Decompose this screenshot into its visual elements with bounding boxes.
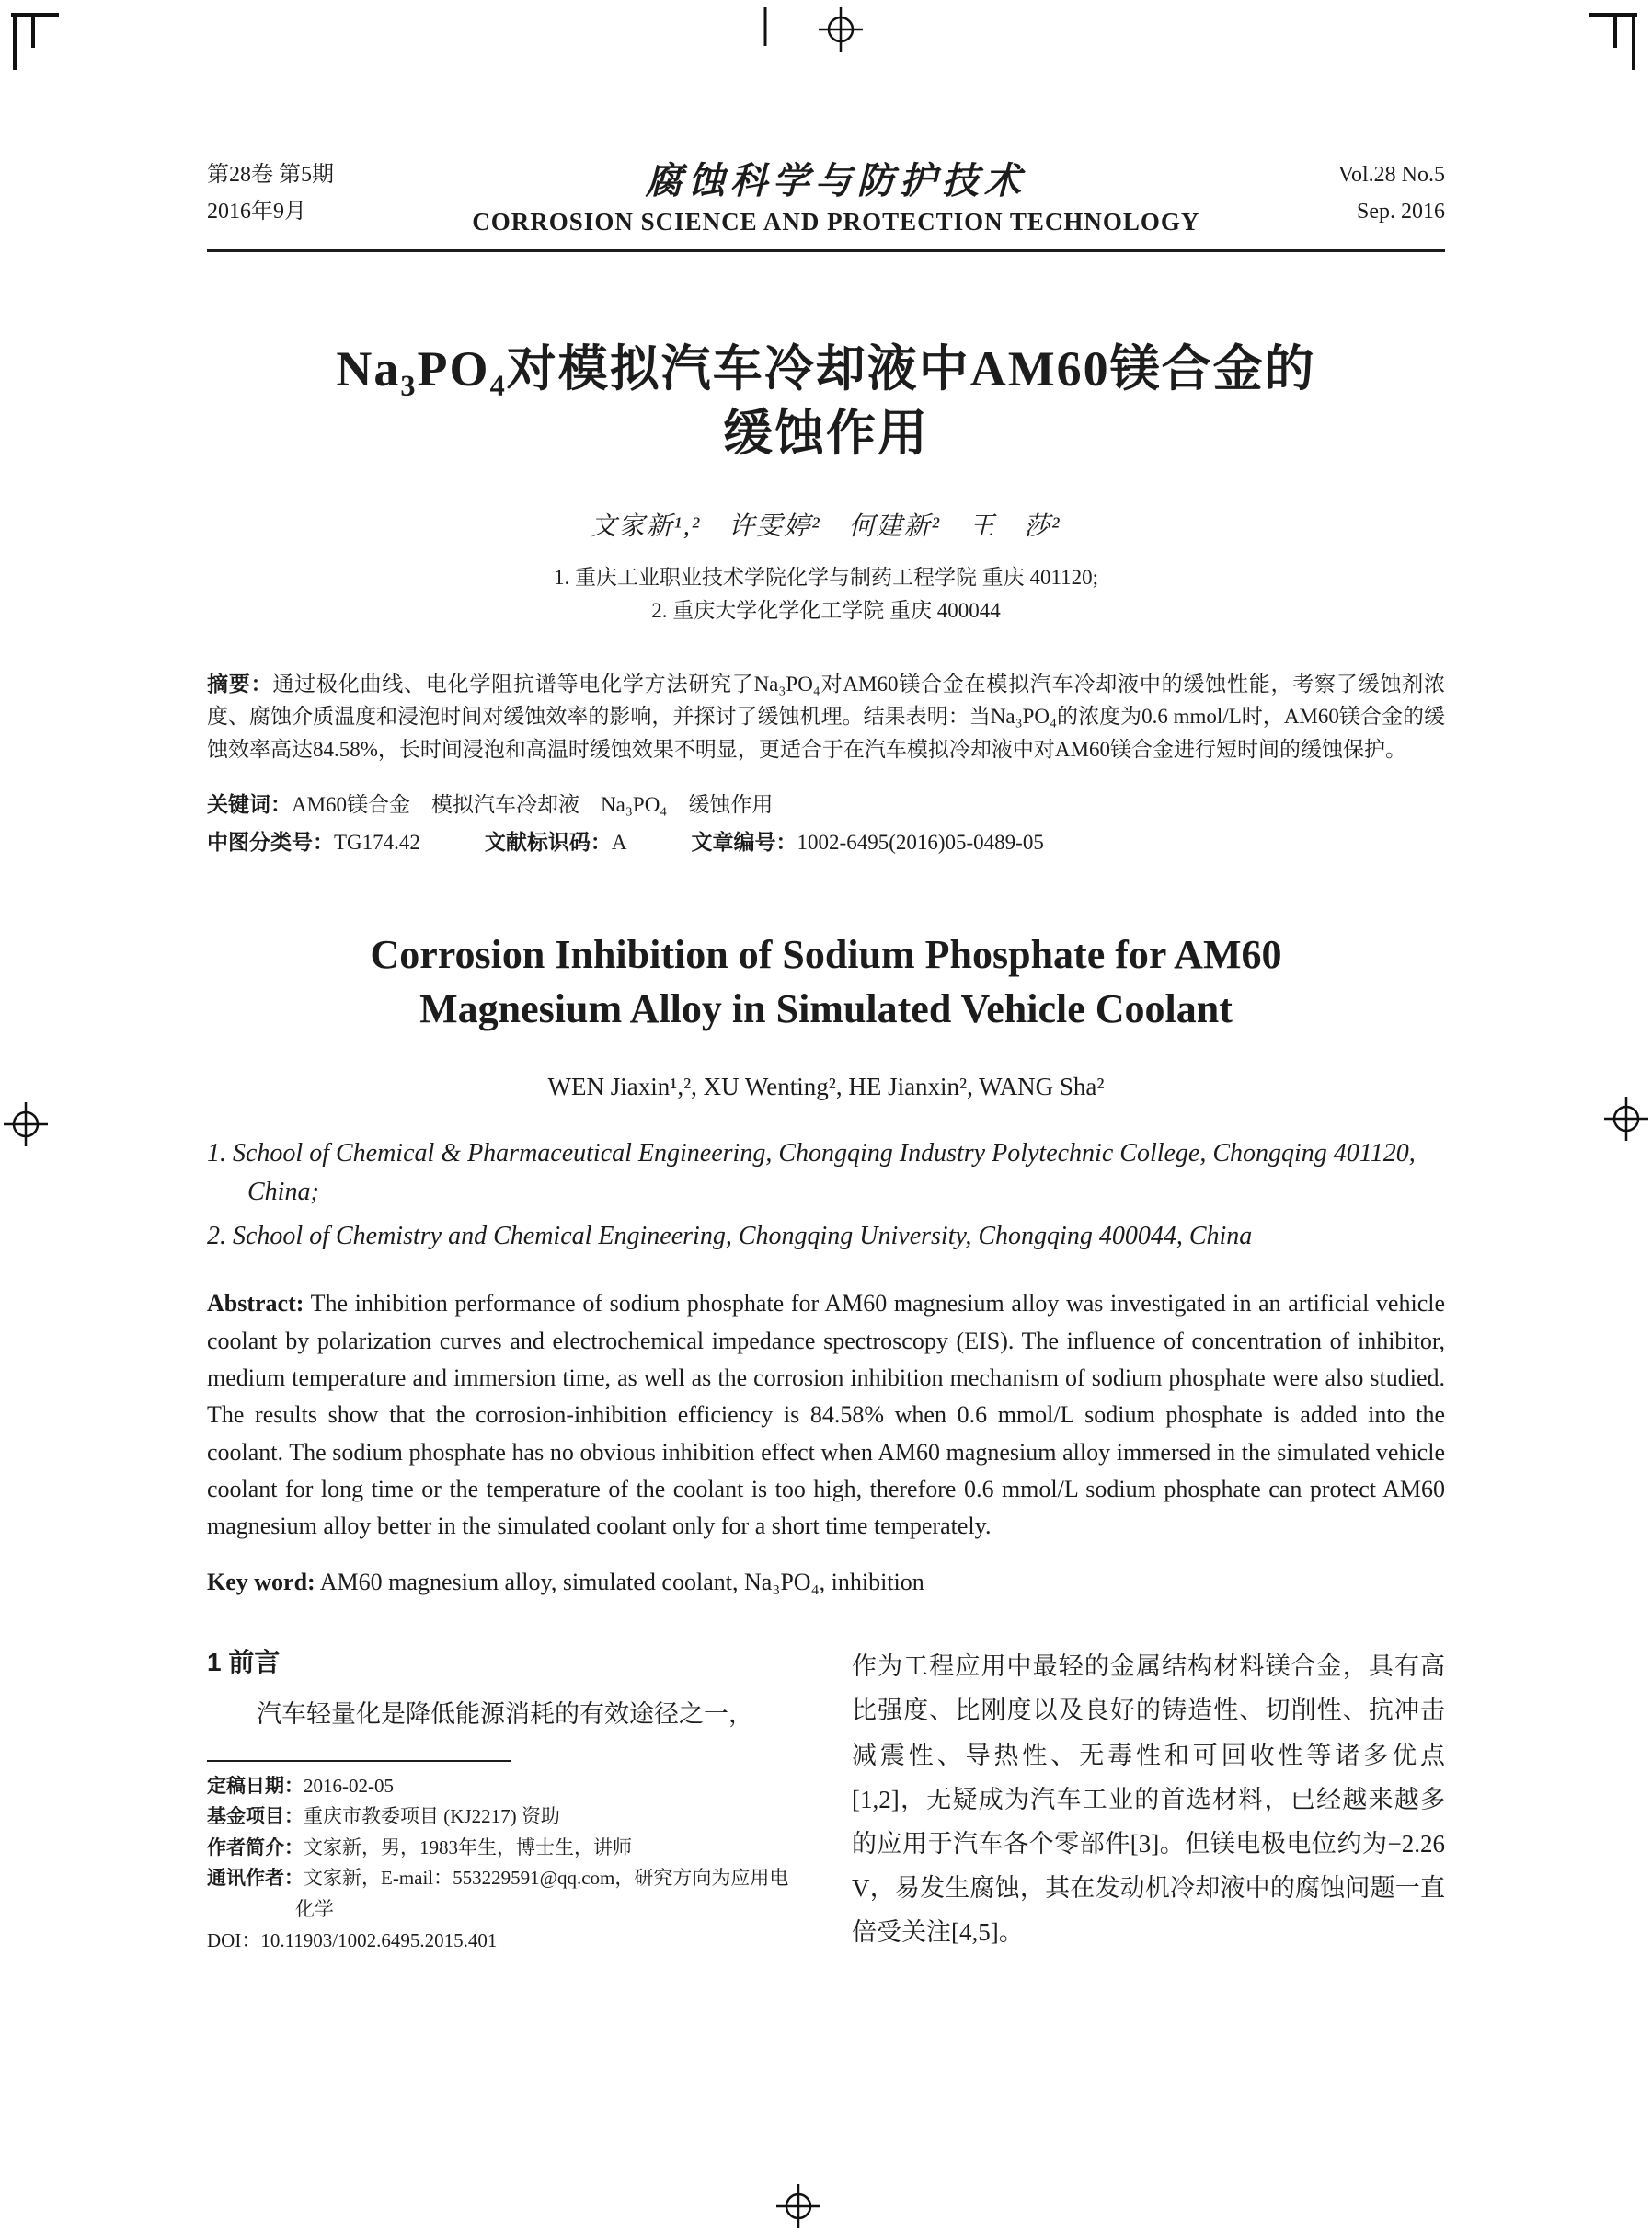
crop-mark-top-left-v2 xyxy=(31,13,35,48)
article-title-cn-line2: 缓蚀作用 xyxy=(723,406,929,462)
section-1-heading: 1 前言 xyxy=(207,1648,281,1677)
journal-issue-cn xyxy=(207,157,334,230)
clc-value: TG174.42 xyxy=(334,830,420,854)
abstract-en-text: The inhibition performance of sodium phosphate for AM60 magnesium alloy was investigated in an artificial vehicle coolant by polarization curves and electrochemical impedance spectroscopy (EIS). The influence of concentration of inhibitor, medium temperature and immersion time, as well as the corrosion inhibition mechanism of sodium phosphate were also studied. The results show that the corrosion-inhibition efficiency is 84.58% when 0.6 mmol/L sodium phosphate is added into the coolant. The sodium phosphate has no obvious inhibition effect when AM60 magnesium alloy immersed in the simulated vehicle coolant for long time or the temperature of the coolant is too high, therefore 0.6 mmol/L sodium phosphate can protect AM60 magnesium alloy better in the simulated coolant only for a short time temperately. xyxy=(207,1290,1445,1540)
footnote-label: 基金项目： xyxy=(207,1806,304,1828)
journal-issue-en xyxy=(1338,157,1445,230)
footnote-label: 定稿日期： xyxy=(207,1775,304,1797)
document-code-value: A xyxy=(611,830,627,854)
keywords-cn xyxy=(207,788,1445,818)
footnote-received-date xyxy=(207,1771,800,1802)
footnote-block xyxy=(207,1760,800,1957)
footnote-text: 重庆市教委项目 (KJ2217) 资助 xyxy=(304,1805,560,1828)
volume-issue-cn: 第28卷 第5期 xyxy=(207,163,334,188)
journal-name-block xyxy=(334,152,1338,236)
article-title-en xyxy=(207,927,1445,1037)
body-columns xyxy=(207,1644,1445,1956)
footnote-label: 通讯作者： xyxy=(207,1868,304,1890)
affiliation-en-1: 1. School of Chemical & Pharmaceutical Engineering, Chongqing Industry Polytechnic College, Chongqing 401120, China; xyxy=(207,1139,1416,1207)
crop-mark-top-left-v1 xyxy=(13,13,17,70)
affiliations-en xyxy=(207,1134,1445,1256)
abstract-en xyxy=(207,1285,1445,1545)
authors-cn: 文家新¹,² 许雯婷² 何建新² 王 莎² xyxy=(591,512,1061,542)
registration-mark-top-center xyxy=(747,6,885,58)
journal-name-en: CORROSION SCIENCE AND PROTECTION TECHNOLOGY xyxy=(472,208,1200,236)
article-id xyxy=(692,825,1044,856)
crop-mark-top-right-v2 xyxy=(1613,13,1617,48)
keyword-en xyxy=(207,1569,1445,1596)
date-en: Sep. 2016 xyxy=(1357,200,1445,224)
article-title-en-line2: Magnesium Alloy in Simulated Vehicle Coolant xyxy=(419,985,1233,1031)
intro-paragraph-continued: 作为工程应用中最轻的金属结构材料镁合金，具有高比强度、比刚度以及良好的铸造性、切削性、抗冲击减震性、导热性、无毒性和可回收性等诸多优点[1,2]，无疑成为汽车工业的首选材料，已经越来越多的应用于汽车各个零部件[3]。但镁电极电位约为−2.26 V，易发生腐蚀，其在发动机冷却液中的腐蚀问题一直倍受关注[4,5]。 xyxy=(852,1652,1445,1946)
crop-mark-top-left-h xyxy=(11,13,59,17)
intro-paragraph: 汽车轻量化是降低能源消耗的有效途径之一， xyxy=(257,1699,753,1728)
journal-name-cn: 腐蚀科学与防护技术 xyxy=(645,160,1027,201)
footnote-doi xyxy=(207,1926,800,1957)
keyword-en-label: Key word: xyxy=(207,1569,315,1596)
classification-row xyxy=(207,825,1445,856)
journal-header xyxy=(207,152,1445,236)
affiliation-cn-1: 1. 重庆工业职业技术学院化学与制药工程学院 重庆 401120; xyxy=(553,566,1099,590)
keyword-en-text: AM60 magnesium alloy, simulated coolant, Na₃PO₄, inhibition xyxy=(319,1569,924,1596)
abstract-en-label: Abstract: xyxy=(207,1290,304,1317)
footnote-text: 文家新，E-mail：553229591@qq.com，研究方向为应用电化学 xyxy=(295,1867,789,1921)
header-rule xyxy=(207,249,1445,252)
affiliation-en-2: 2. School of Chemistry and Chemical Engineering, Chongqing University, Chongqing 400044, China xyxy=(207,1222,1253,1251)
affiliations-cn xyxy=(207,561,1445,627)
keywords-cn-label: 关键词： xyxy=(207,791,292,816)
authors-en: WEN Jiaxin¹,², XU Wenting², HE Jianxin², WANG Sha² xyxy=(547,1073,1105,1101)
doi-text: DOI：10.11903/1002.6495.2015.401 xyxy=(207,1928,498,1951)
affiliation-cn-2: 2. 重庆大学化学化工学院 重庆 400044 xyxy=(651,599,1001,623)
clc-label: 中图分类号： xyxy=(207,829,334,854)
abstract-cn-label: 摘要： xyxy=(207,671,273,696)
document-code xyxy=(485,825,627,856)
abstract-cn xyxy=(207,668,1445,766)
volume-issue-en: Vol.28 No.5 xyxy=(1337,163,1445,188)
registration-mark-bottom-center xyxy=(774,2182,822,2232)
registration-mark-right-middle xyxy=(1602,1095,1650,1147)
document-code-label: 文献标识码： xyxy=(484,829,612,854)
left-column xyxy=(207,1644,800,1956)
registration-mark-left-middle xyxy=(2,1100,50,1153)
article-id-value: 1002-6495(2016)05-0489-05 xyxy=(797,830,1044,854)
footnote-corresponding-author xyxy=(207,1863,800,1925)
keywords-cn-text: AM60镁合金 模拟汽车冷却液 Na₃PO₄ 缓蚀作用 xyxy=(292,792,774,816)
article-title-en-line1: Corrosion Inhibition of Sodium Phosphate for AM60 xyxy=(370,931,1282,977)
footnote-fund xyxy=(207,1801,800,1833)
footnote-author-bio xyxy=(207,1833,800,1864)
abstract-cn-text: 通过极化曲线、电化学阻抗谱等电化学方法研究了Na₃PO₄对AM60镁合金在模拟汽车冷却液中的缓蚀性能，考察了缓蚀剂浓度、腐蚀介质温度和浸泡时间对缓蚀效率的影响，并探讨了缓蚀机理。结果表明：当Na₃PO₄的浓度为0.6 mmol/L时，AM60镁合金的缓蚀效率高达84.58%，长时间浸泡和高温时缓蚀效果不明显，更适合于在汽车模拟冷却液中对AM60镁合金进行短时间的缓蚀保护。 xyxy=(207,672,1446,761)
date-cn: 2016年9月 xyxy=(207,200,306,224)
article-id-label: 文章编号： xyxy=(691,829,797,854)
article-title-cn xyxy=(207,337,1445,466)
right-column xyxy=(852,1644,1445,1956)
footnote-text: 2016-02-05 xyxy=(304,1774,394,1797)
clc-number xyxy=(207,825,420,856)
footnote-label: 作者简介： xyxy=(207,1836,304,1858)
article-title-cn-line1: Na₃PO₄对模拟汽车冷却液中AM60镁合金的 xyxy=(336,341,1316,397)
crop-mark-top-right-v1 xyxy=(1632,13,1635,70)
footnote-rule xyxy=(207,1760,511,1762)
footnote-text: 文家新，男，1983年生，博士生，讲师 xyxy=(304,1835,632,1858)
